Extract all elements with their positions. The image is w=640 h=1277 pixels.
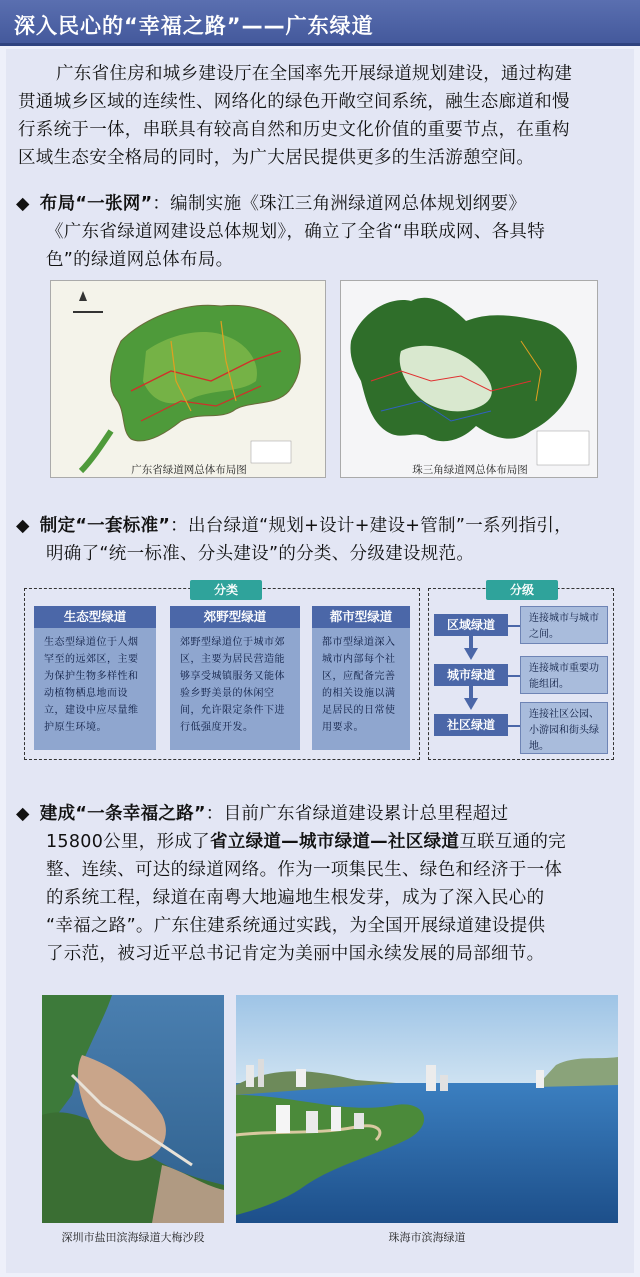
classification-tag: 分类 — [190, 580, 262, 600]
urban-greenway-head: 都市型绿道 — [312, 606, 410, 628]
photo-caption: 深圳市盐田滨海绿道大梅沙段 — [61, 1231, 205, 1244]
intro-line: 行系统于一体，串联具有较高自然和历史文化价值的重要节点，在重构 — [18, 120, 570, 140]
diamond-bullet-icon: ◆ — [16, 516, 30, 536]
intro-line: 区域生态安全格局的同时，为广大居民提供更多的生活游憩空间。 — [18, 148, 535, 168]
city-greenway: 城市绿道 — [434, 664, 508, 686]
community-greenway-desc: 连接社区公园、小游园和街头绿地。 — [520, 702, 608, 754]
eco-greenway-head: 生态型绿道 — [34, 606, 156, 628]
eco-greenway-body: 生态型绿道位于人烟罕至的远郊区，主要为保护生物多样性和动植物栖息地而设立，建设中应尽量维护原生环境。 — [34, 628, 156, 750]
section-text: 互联互通的完 — [459, 832, 566, 852]
community-greenway: 社区绿道 — [434, 714, 508, 736]
section-layout — [16, 190, 631, 274]
section-text: 的系统工程，绿道在南粤大地遍地生根发芽，成为了深入民心的 — [46, 888, 545, 908]
intro-line: 贯通城乡区域的连续性、网络化的绿色开敞空间系统，融生态廊道和慢 — [18, 92, 570, 112]
diamond-bullet-icon: ◆ — [16, 194, 30, 214]
section-text: 色”的绿道网总体布局。 — [46, 250, 234, 270]
prd-map-drawing — [341, 281, 598, 478]
section-text: 明确了“统一标准、分头建设”的分类、分级建设规范。 — [46, 544, 475, 564]
section-title: 制定“一套标准” — [39, 516, 171, 536]
zhuhai-greenway-photo — [236, 995, 618, 1223]
section-text: 了示范，被习近平总书记肯定为美丽中国永续发展的局部细节。 — [46, 944, 545, 964]
section-text: 整、连续、可达的绿道网络。作为一项集民生、绿色和经济于一体 — [46, 860, 563, 880]
shenzhen-photo-drawing — [42, 995, 224, 1223]
section-standard — [16, 512, 631, 568]
section-text: ：目前广东省绿道建设累计总里程超过 — [205, 804, 509, 824]
arrow-down-icon — [464, 698, 478, 710]
section-text: ：出台绿道“规划+设计+建设+管制”一系列指引， — [170, 516, 572, 536]
arrow-down-icon — [464, 648, 478, 660]
intro-line: 广东省住房和城乡建设厅在全国率先开展绿道规划建设，通过构建 — [56, 64, 573, 84]
guangdong-greenway-map — [50, 280, 326, 478]
greenway-hierarchy: 省立绿道—城市绿道—社区绿道 — [209, 832, 460, 852]
photo-caption: 珠海市滨海绿道 — [388, 1231, 466, 1244]
shenzhen-greenway-photo — [42, 995, 224, 1223]
city-greenway-desc: 连接城市重要功能组团。 — [520, 656, 608, 694]
suburban-greenway-head: 郊野型绿道 — [170, 606, 300, 628]
section-title: 布局“一张网” — [39, 194, 153, 214]
regional-greenway: 区域绿道 — [434, 614, 508, 636]
page-header — [0, 0, 640, 46]
intro-paragraph — [18, 60, 628, 172]
section-text: “幸福之路”。广东住建系统通过实践，为全国开展绿道建设提供 — [46, 916, 546, 936]
page-title: 深入民心的“幸福之路”——广东绿道 — [14, 14, 374, 38]
suburban-greenway-body: 郊野型绿道位于城市郊区，主要为居民营造能够享受城镇服务又能体验乡野美景的休闲空间，允许限定条件下进行低强度开发。 — [170, 628, 300, 750]
diamond-bullet-icon: ◆ — [16, 804, 30, 824]
section-text: ：编制实施《珠江三角洲绿道网总体规划纲要》 — [152, 194, 527, 214]
grading-tag: 分级 — [486, 580, 558, 600]
map-caption: 珠三角绿道网总体布局图 — [412, 464, 528, 476]
map-caption: 广东省绿道网总体布局图 — [131, 464, 247, 476]
prd-greenway-map — [340, 280, 598, 478]
urban-greenway-body: 都市型绿道深入城市内部每个社区，应配备完善的相关设施以满足居民的日常使用要求。 — [312, 628, 410, 750]
zhuhai-photo-drawing — [236, 995, 618, 1223]
regional-greenway-desc: 连接城市与城市之间。 — [520, 606, 608, 644]
section-text: 15800公里，形成了 — [46, 832, 210, 852]
section-happiness-road — [16, 800, 631, 968]
section-title: 建成“一条幸福之路” — [39, 804, 206, 824]
section-text: 《广东省绿道网建设总体规划》，确立了全省“串联成网、各具特 — [46, 222, 546, 242]
guangdong-map-drawing — [51, 281, 326, 478]
